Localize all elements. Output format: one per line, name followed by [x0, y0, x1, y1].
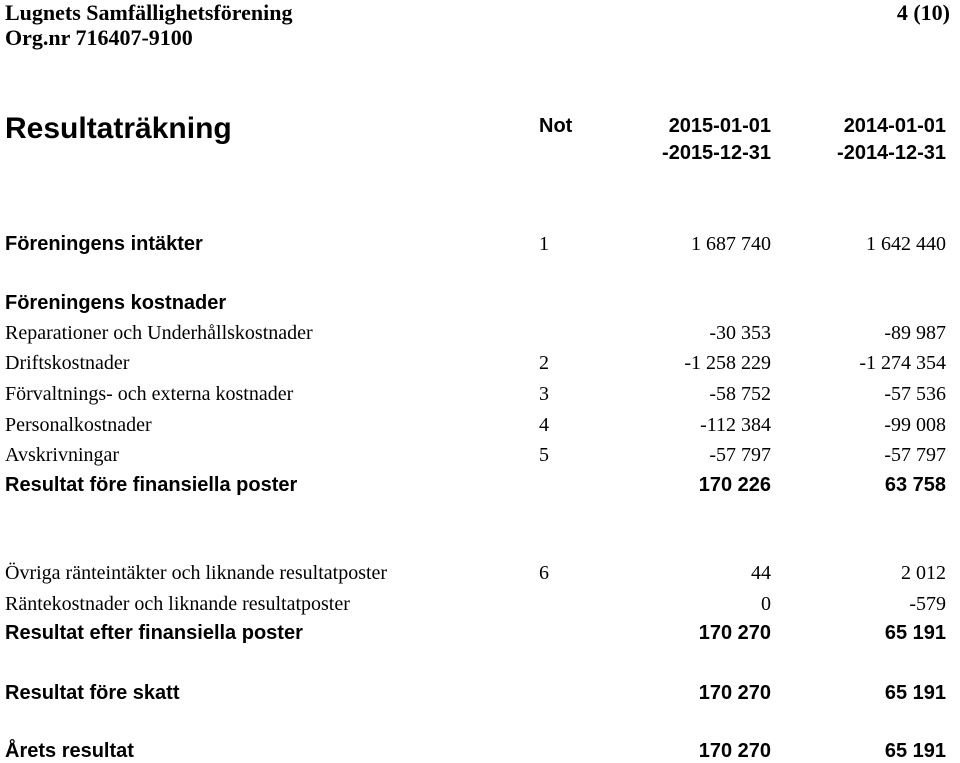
row-value-2015: -30 353 [709, 322, 771, 344]
page-number: 4 (10) [896, 0, 950, 25]
row-note: 2 [539, 352, 549, 374]
row-label: Personalkostnader [5, 414, 152, 436]
organization-number: Org.nr 716407-9100 [5, 25, 193, 50]
row-value-2014: -1 274 354 [859, 352, 946, 374]
statement-title: Resultaträkning [5, 112, 232, 145]
row-note: 6 [539, 562, 549, 584]
row-value-2015: 170 270 [698, 682, 771, 704]
organization-name: Lugnets Samfällighetsförening [5, 0, 293, 25]
row-note: 4 [539, 414, 549, 436]
row-note: 1 [539, 233, 549, 255]
row-value-2015: 170 270 [698, 622, 771, 644]
row-value-2014: -89 987 [884, 322, 946, 344]
row-label: Reparationer och Underhållskostnader [5, 322, 313, 344]
column-header-not: Not [539, 115, 573, 137]
row-value-2015: -58 752 [709, 383, 771, 405]
row-value-2014: -57 797 [884, 444, 946, 466]
row-value-2014: 65 191 [884, 622, 946, 644]
row-label: Räntekostnader och liknande resultatposter [5, 593, 350, 615]
row-value-2015: 1 687 740 [691, 233, 771, 255]
row-label: Årets resultat [5, 740, 134, 762]
row-label: Förvaltnings- och externa kostnader [5, 383, 294, 405]
column-header-2014-start: 2014-01-01 [843, 115, 946, 137]
row-value-2014: -99 008 [884, 414, 946, 436]
row-value-2014: 63 758 [884, 474, 946, 496]
row-value-2014: 65 191 [884, 682, 946, 704]
row-label: Föreningens intäkter [5, 233, 203, 255]
row-value-2015: 44 [751, 562, 771, 584]
column-header-2014-end: -2014-12-31 [837, 142, 946, 164]
row-note: 5 [539, 444, 549, 466]
row-value-2015: -57 797 [709, 444, 771, 466]
row-value-2015: 0 [761, 593, 771, 615]
column-header-2015-end: -2015-12-31 [662, 142, 771, 164]
row-label: Övriga ränteintäkter och liknande resultatposter [5, 562, 388, 584]
row-value-2014: 65 191 [884, 740, 946, 762]
row-value-2015: -1 258 229 [684, 352, 771, 374]
column-header-2015-start: 2015-01-01 [668, 115, 771, 137]
row-label: Resultat efter finansiella poster [5, 622, 303, 644]
row-value-2015: 170 270 [698, 740, 771, 762]
row-note: 3 [539, 383, 549, 405]
row-value-2015: 170 226 [698, 474, 771, 496]
row-value-2014: -57 536 [884, 383, 946, 405]
row-value-2014: 1 642 440 [866, 233, 946, 255]
row-value-2014: 2 012 [901, 562, 946, 584]
row-value-2015: -112 384 [700, 414, 771, 436]
row-label: Resultat före finansiella poster [5, 474, 298, 496]
row-label: Avskrivningar [5, 444, 120, 466]
row-value-2014: -579 [909, 593, 946, 615]
row-label: Föreningens kostnader [5, 292, 227, 314]
row-label: Resultat före skatt [5, 682, 180, 704]
row-label: Driftskostnader [5, 352, 130, 374]
